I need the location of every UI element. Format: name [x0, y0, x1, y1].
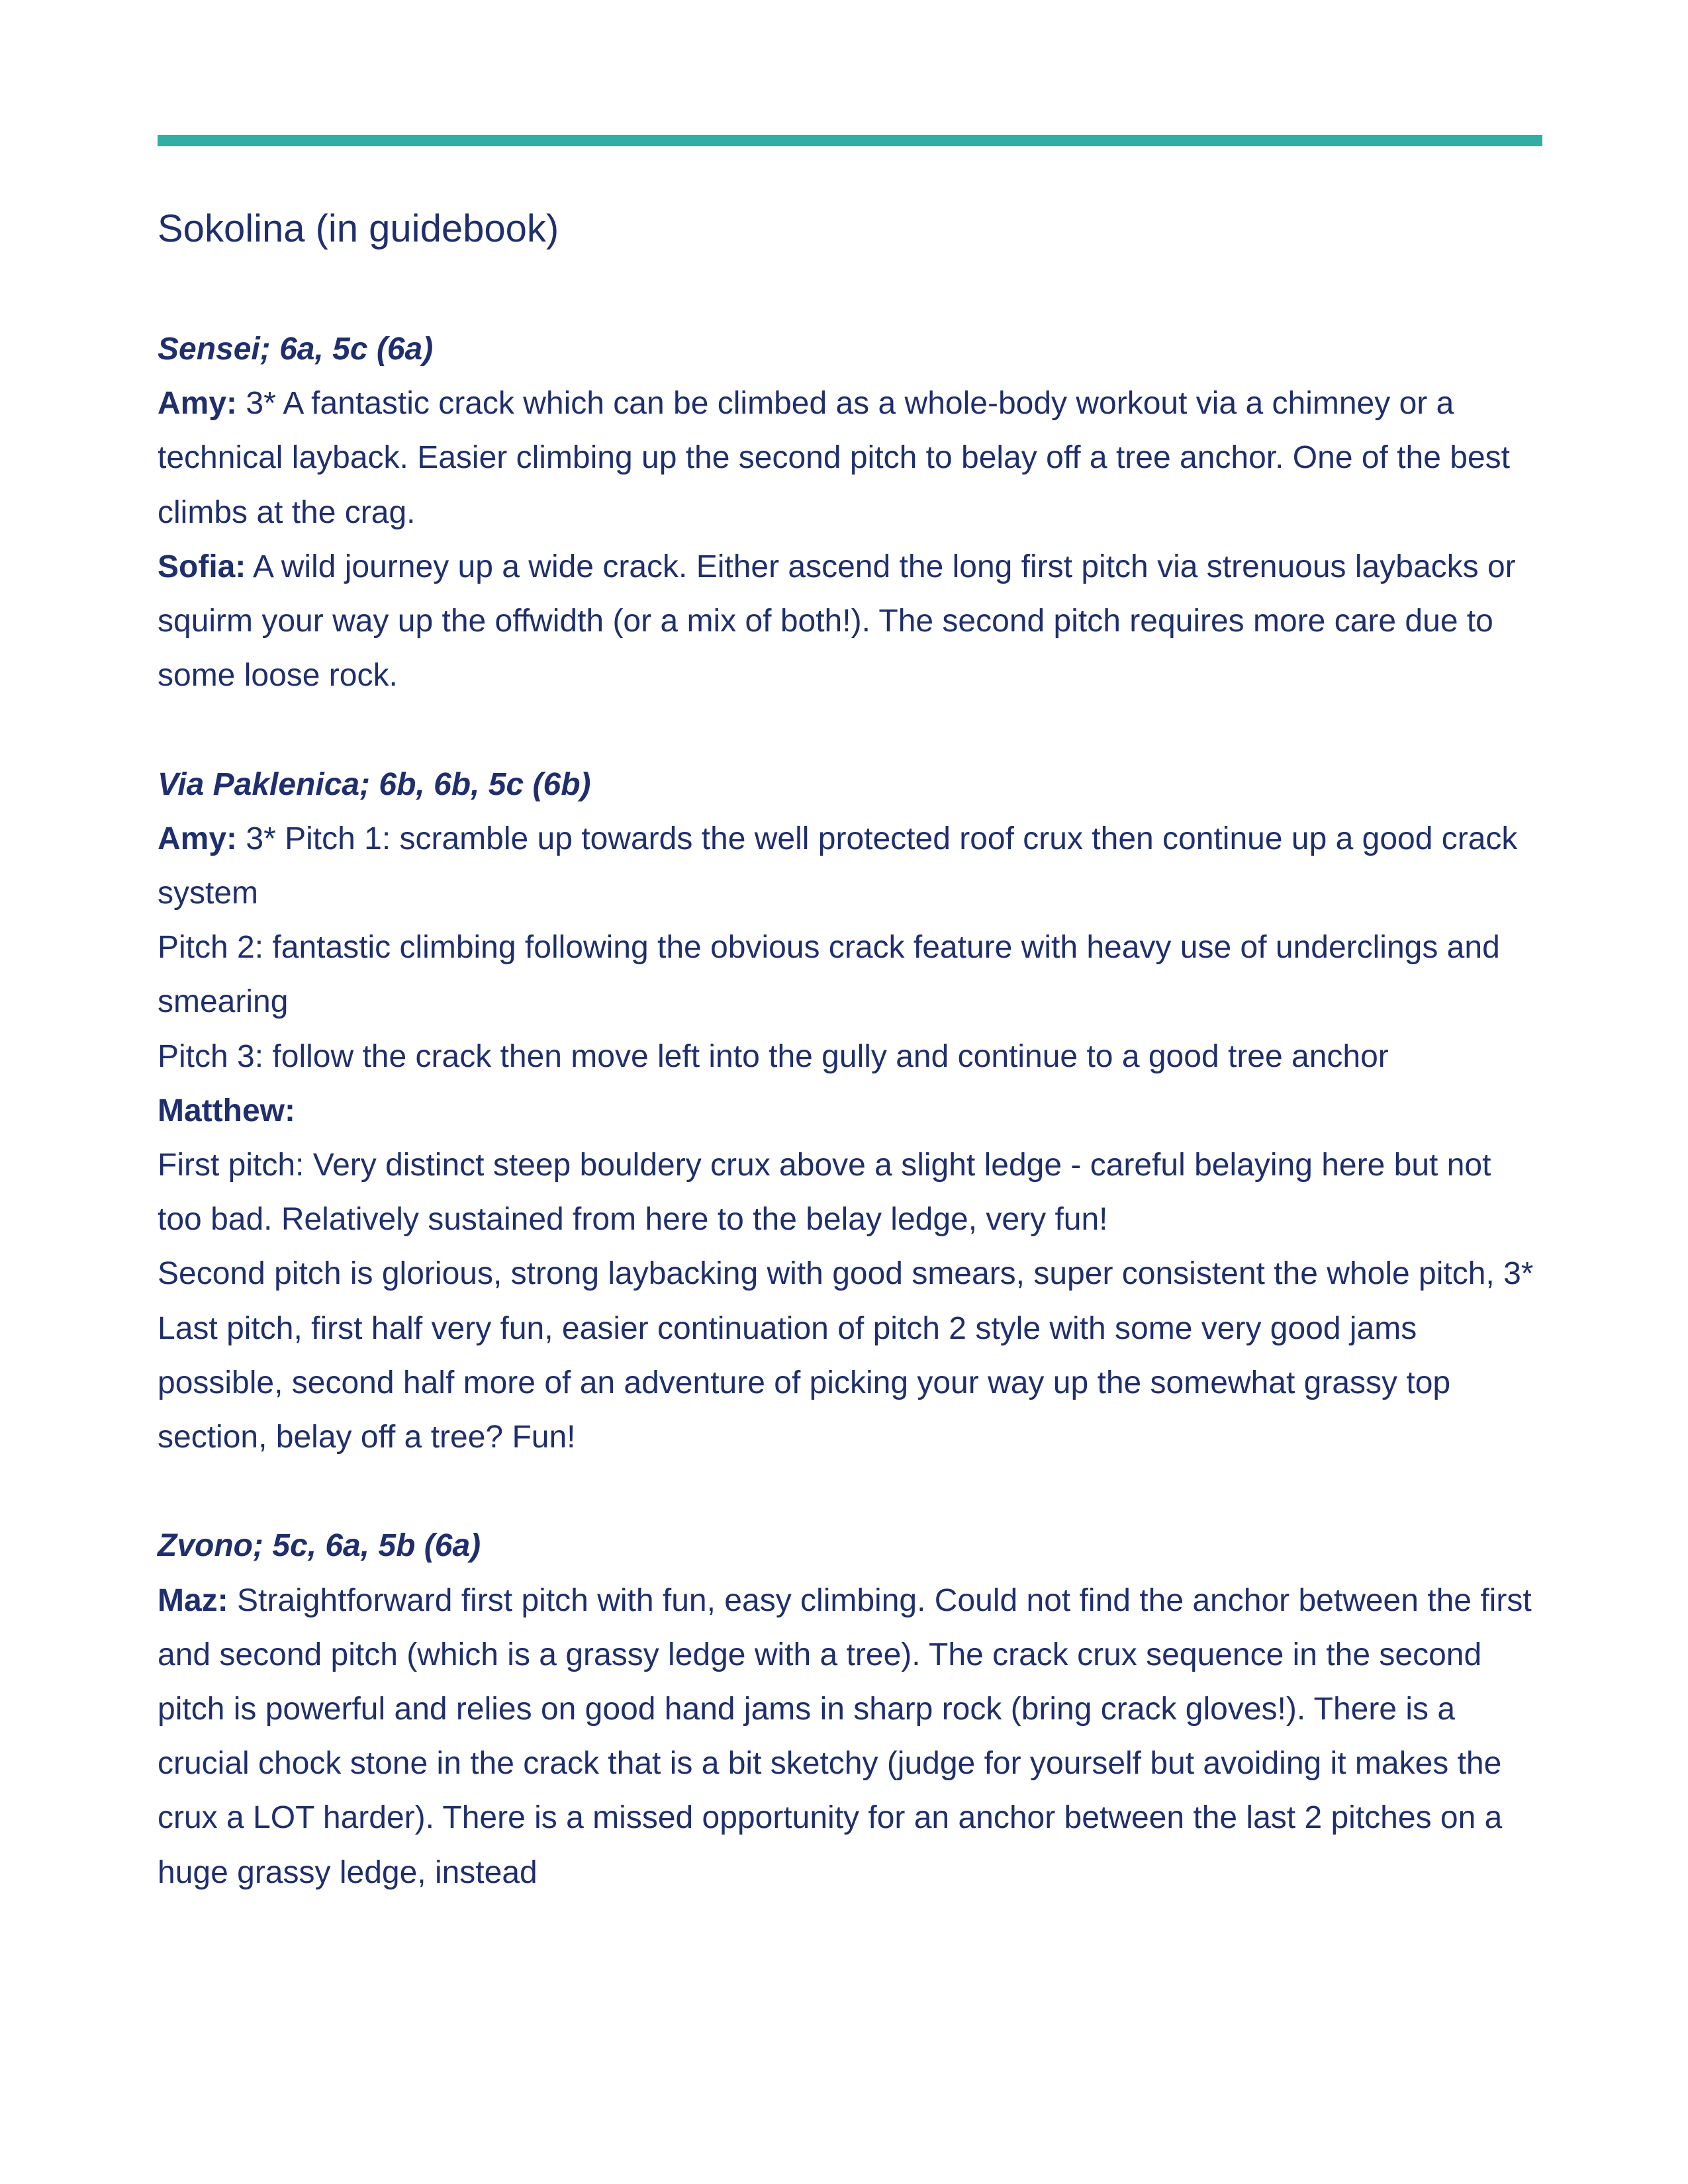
review-text: First pitch: Very distinct steep bouldery crux above a slight ledge - careful belaying here but not too bad. Relatively sustained from here to the belay ledge, very fun! — [158, 1148, 1491, 1238]
review-text: Straightforward first pitch with fun, easy climbing. Could not find the anchor between the first and second pitch (which is a grassy ledge with a tree). The crack crux sequence in the second pitch is powerful and relies on good hand jams in sharp rock (bring crack gloves!). There is a crucial chock stone in the crack that is a bit sketchy (judge for yourself but avoiding it makes the crux a LOT harder). There is a missed opportunity for an anchor between the last 2 pitches on a huge grassy ledge, instead — [158, 1582, 1532, 1890]
route-entry — [158, 322, 1542, 703]
review-text: 3* A fantastic crack which can be climbed as a whole-body workout via a chimney or a technical layback. Easier climbing up the second pitch to belay off a tree anchor. One of the best climbs at the crag. — [158, 386, 1510, 530]
review-paragraph — [158, 812, 1542, 921]
review-text: Second pitch is glorious, strong laybacking with good smears, super consistent the whole pitch, 3* — [158, 1256, 1534, 1292]
route-heading: Sensei; 6a, 5c (6a) — [158, 332, 434, 367]
document-page — [158, 0, 1542, 2184]
review-paragraph — [158, 921, 1542, 1029]
route-entry — [158, 758, 1542, 1465]
reviewer-name: Maz: — [158, 1582, 228, 1618]
route-entry — [158, 1519, 1542, 1899]
reviewer-name: Sofia: — [158, 549, 246, 584]
review-text: 3* Pitch 1: scramble up towards the well protected roof crux then continue up a good crack system — [158, 821, 1518, 911]
review-paragraph — [158, 1302, 1542, 1465]
review-text: Pitch 2: fantastic climbing following the obvious crack feature with heavy use of underclings and smearing — [158, 930, 1500, 1020]
review-paragraph — [158, 1084, 1542, 1138]
route-heading: Via Paklenica; 6b, 6b, 5c (6b) — [158, 766, 591, 802]
review-paragraph — [158, 1574, 1542, 1900]
section-title: Sokolina (in guidebook) — [158, 207, 559, 250]
route-heading: Zvono; 5c, 6a, 5b (6a) — [158, 1528, 481, 1564]
reviewer-name: Matthew: — [158, 1093, 295, 1128]
routes-body — [158, 322, 1542, 1954]
review-text: A wild journey up a wide crack. Either ascend the long first pitch via strenuous laybacks or squirm your way up the offwidth (or a mix of both!). The second pitch requires more care due to some loose rock. — [158, 549, 1516, 694]
reviewer-name: Amy: — [158, 821, 238, 856]
review-text: Pitch 3: follow the crack then move left into the gully and continue to a good tree anchor — [158, 1038, 1389, 1074]
review-paragraph — [158, 1138, 1542, 1247]
review-paragraph — [158, 1247, 1542, 1301]
header-accent-rule — [158, 135, 1542, 146]
review-paragraph — [158, 540, 1542, 704]
review-text: Last pitch, first half very fun, easier continuation of pitch 2 style with some very good jams possible, second half more of an adventure of picking your way up the somewhat grassy top section, belay off a tree? Fun! — [158, 1310, 1451, 1455]
reviewer-name: Amy: — [158, 386, 238, 422]
review-paragraph — [158, 1030, 1542, 1084]
review-paragraph — [158, 377, 1542, 540]
